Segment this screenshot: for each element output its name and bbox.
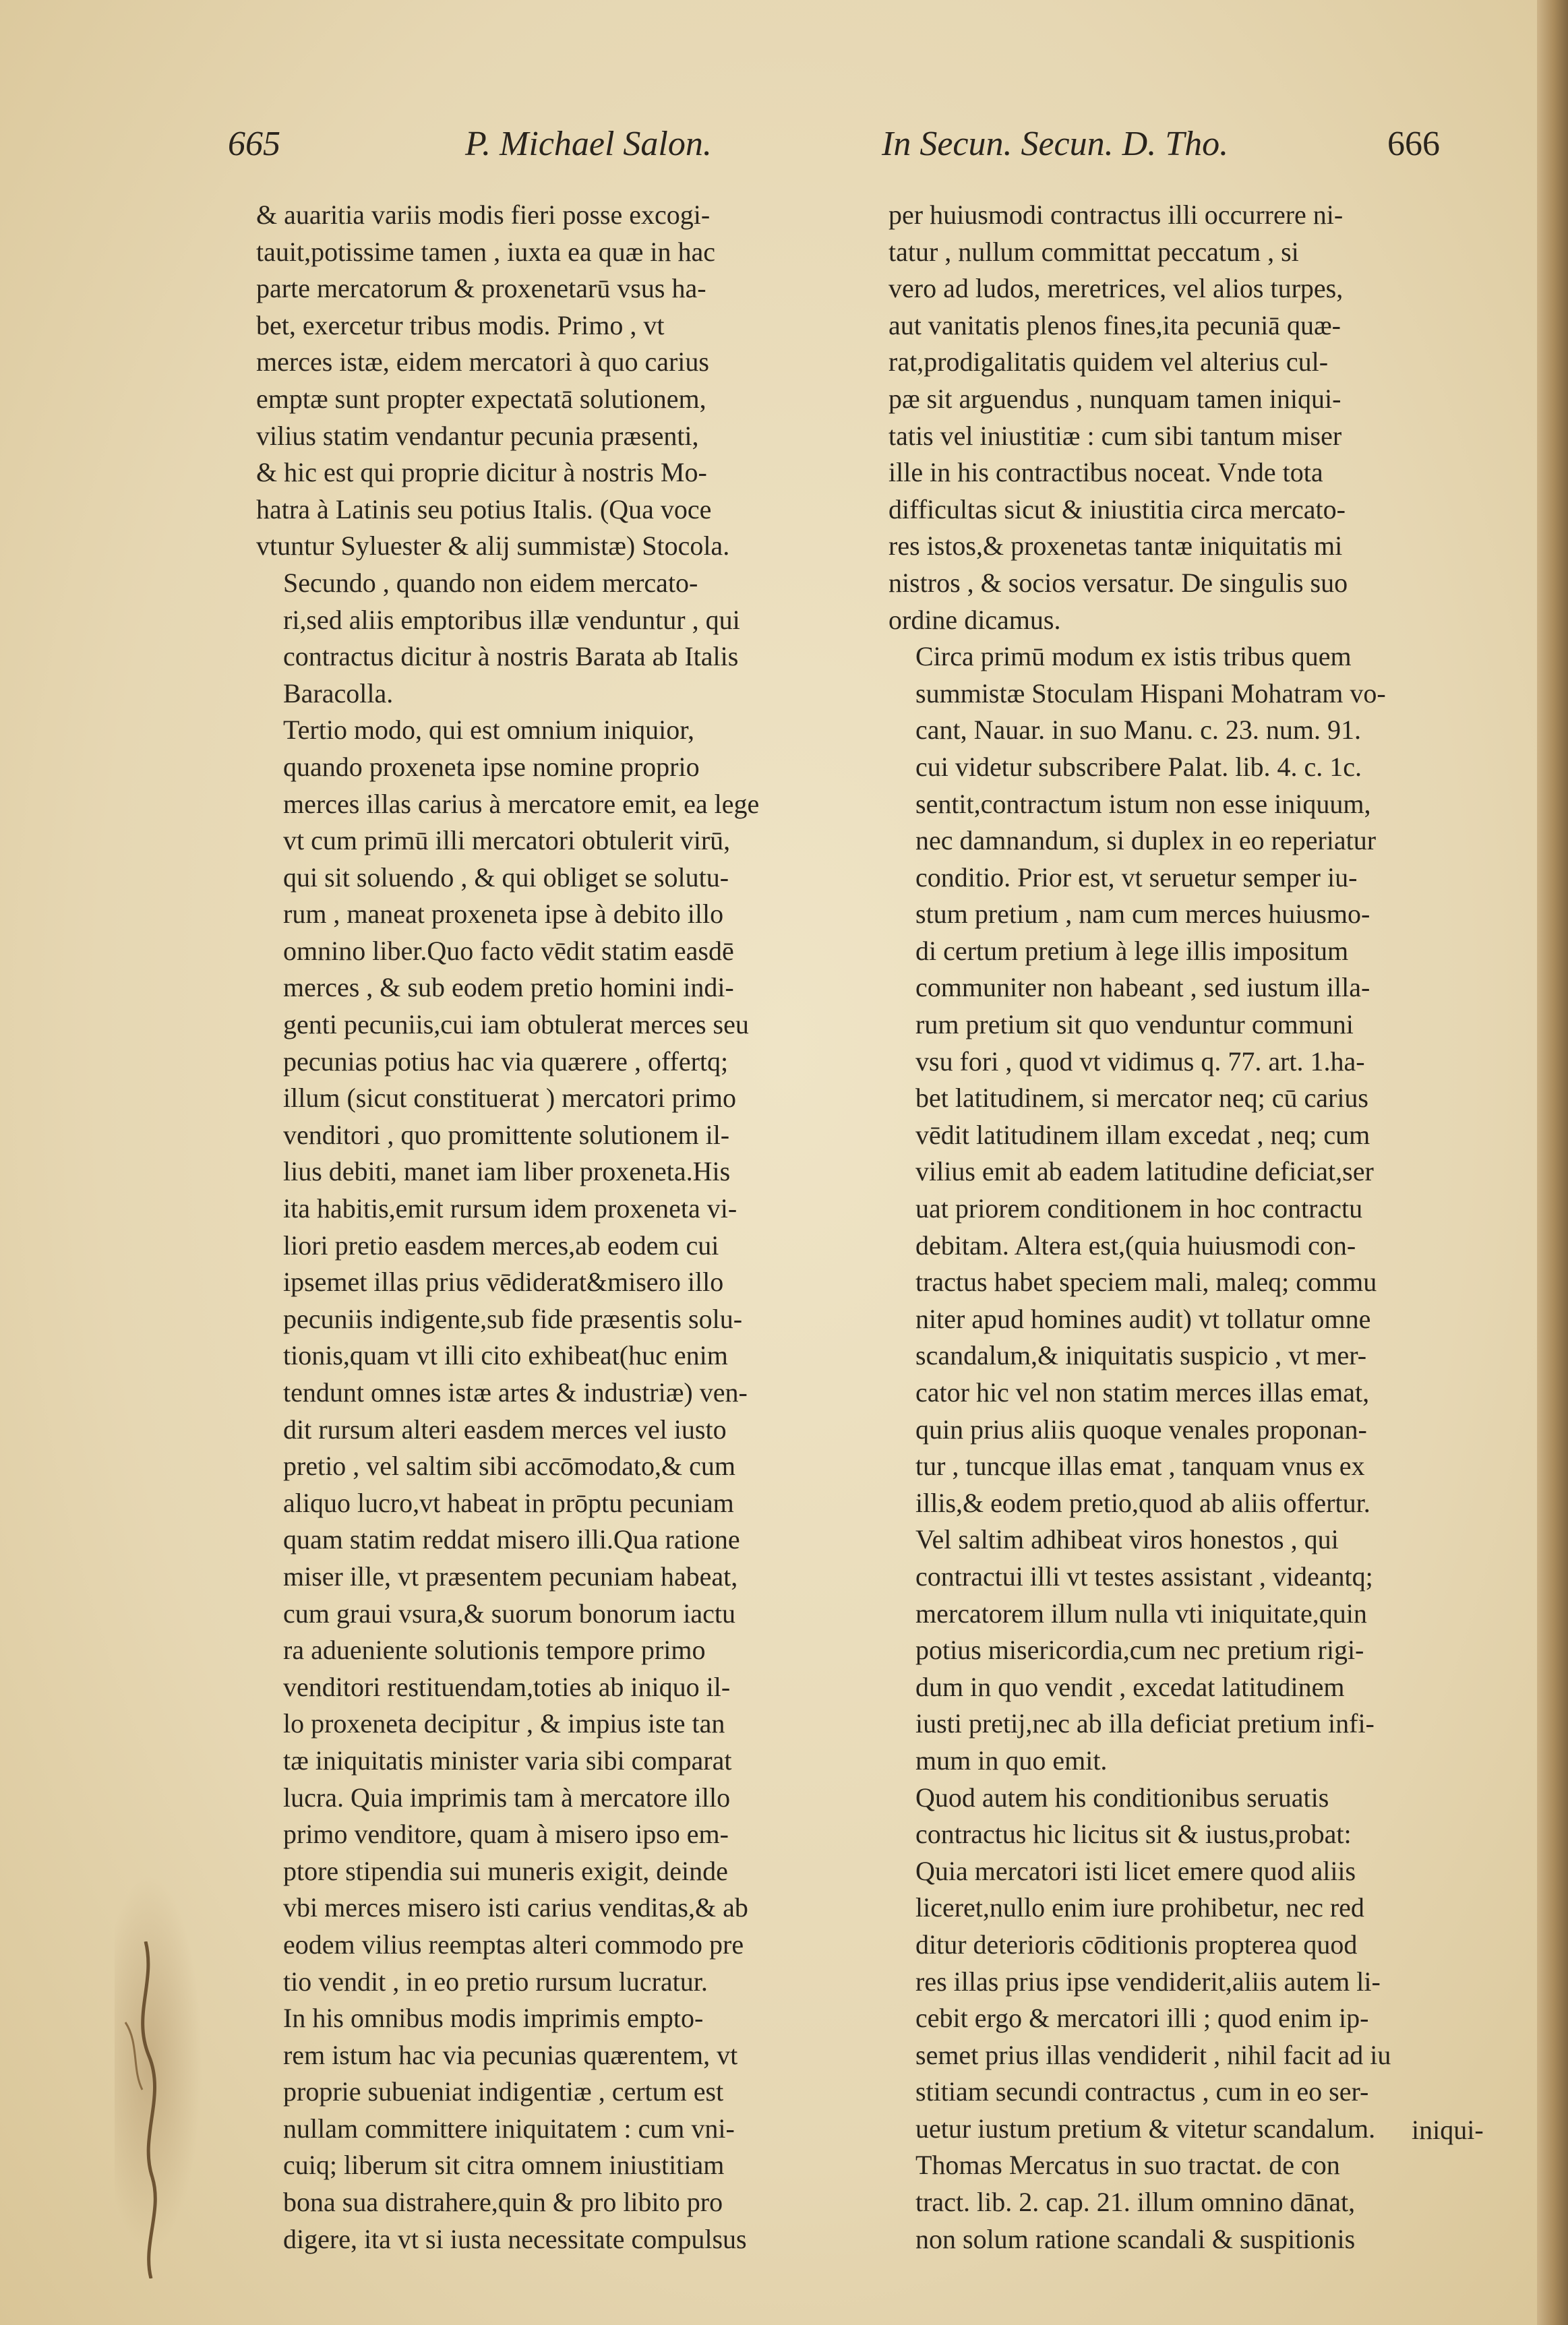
text-line: tract. lib. 2. cap. 21. illum omnino dānat, (915, 2187, 1356, 2218)
text-line: bet, exercetur tribus modis. Primo , vt (256, 309, 665, 340)
text-line: venditori restituendam,toties ab iniquo il- (283, 1671, 731, 1702)
text-line: miser ille, vt præsentem pecuniam habeat, (283, 1561, 738, 1592)
text-line: per huiusmodi contractus illi occurrere ni- (888, 200, 1344, 230)
text-line: res illas prius ipse vendiderit,aliis autem li- (915, 1966, 1381, 1997)
text-line: rem istum hac via pecunias quærentem, vt (283, 2039, 738, 2070)
text-line: pecuniis indigente,sub fide præsentis solu- (283, 1303, 743, 1334)
text-line: & auaritia variis modis fieri posse excogi- (256, 200, 711, 230)
paragraph (888, 1780, 1468, 2148)
text-line: summistæ Stoculam Hispani Mohatram vo- (915, 677, 1386, 708)
text-line: scandalum,& iniquitatis suspicio , vt mer- (915, 1340, 1367, 1371)
text-line: proprie subueniat indigentiæ , certum est (283, 2076, 724, 2107)
text-line: Tertio modo, qui est omnium iniquior, (283, 715, 694, 746)
text-line: quando proxeneta ipse nomine proprio (283, 751, 700, 782)
text-line: contractui illi vt testes assistant , videantq; (915, 1561, 1373, 1592)
text-line: tatur , nullum committat peccatum , si (888, 236, 1299, 267)
text-line: contractus hic licitus sit & iustus,probat: (915, 1819, 1352, 1850)
text-line: bet latitudinem, si mercator neq; cū carius (915, 1083, 1368, 1114)
text-line: iusti pretij,nec ab illa deficiat pretium infi- (915, 1708, 1375, 1739)
text-line: ra adueniente solutionis tempore primo (283, 1635, 706, 1666)
text-line: rum pretium sit quo venduntur communi (915, 1009, 1354, 1040)
text-line: stitiam secundi contractus , cum in eo ser- (915, 2076, 1369, 2107)
text-line: debitam. Altera est,(quia huiusmodi con- (915, 1230, 1356, 1261)
text-line: lo proxeneta decipitur , & impius iste tan (283, 1708, 725, 1739)
text-line: tendunt omnes istæ artes & industriæ) ven- (283, 1377, 748, 1408)
text-line: cator hic vel non statim merces illas emat, (915, 1377, 1370, 1408)
text-line: vbi merces misero isti carius venditas,& ab (283, 1892, 748, 1923)
text-line: rum , maneat proxeneta ipse à debito illo (283, 899, 724, 930)
text-line: Secundo , quando non eidem mercato- (283, 567, 698, 598)
paragraph (256, 565, 836, 712)
paragraph (888, 197, 1468, 638)
text-line: uetur iustum pretium & vitetur scandalum. (915, 2113, 1376, 2144)
text-line: niter apud homines audit) vt tollatur omne (915, 1303, 1371, 1334)
text-line: vilius emit ab eadem latitudine deficiat,ser (915, 1156, 1374, 1187)
text-line: genti pecuniis,cui iam obtulerat merces seu (283, 1009, 749, 1040)
text-line: lius debiti, manet iam liber proxeneta.His (283, 1156, 731, 1187)
text-line: rat,prodigalitatis quidem vel alterius cul- (888, 346, 1329, 378)
text-line: tatis vel iniustitiæ : cum sibi tantum miser (888, 420, 1342, 451)
text-line: ordine dicamus. (888, 604, 1061, 635)
page-number-left: 665 (228, 125, 280, 163)
text-line: communiter non habeant , sed iustum illa- (915, 972, 1370, 1003)
text-line: & hic est qui proprie dicitur à nostris Mo- (256, 457, 707, 488)
text-line: illis,& eodem pretio,quod ab aliis offertur. (915, 1487, 1370, 1518)
text-line: potius misericordia,cum nec pretium rigi- (915, 1635, 1364, 1666)
text-line: primo venditore, quam à misero ipso em- (283, 1819, 729, 1850)
text-column-right (888, 197, 1468, 2258)
text-line: merces istæ, eidem mercatori à quo carius (256, 346, 709, 378)
text-line: cui videtur subscribere Palat. lib. 4. c. 1c. (915, 751, 1362, 782)
paragraph (888, 2147, 1468, 2258)
text-line: vero ad ludos, meretrices, vel alios turpes, (888, 273, 1344, 304)
text-line: ptore stipendia sui muneris exigit, deinde (283, 1855, 728, 1886)
text-line: Circa primū modum ex istis tribus quem (915, 641, 1352, 672)
text-line: nullam committere iniquitatem : cum vni- (283, 2113, 735, 2144)
page-number-right: 666 (1387, 125, 1440, 163)
running-head-author: P. Michael Salon. (465, 125, 712, 163)
text-line: uat priorem conditionem in hoc contractu (915, 1193, 1363, 1224)
text-line: omnino liber.Quo facto vēdit statim easdē (283, 935, 734, 966)
text-line: Baracolla. (283, 677, 394, 708)
text-line: stum pretium , nam cum merces huiusmo- (915, 899, 1370, 930)
running-head-work: In Secun. Secun. D. Tho. (882, 125, 1229, 163)
text-line: mercatorem illum nulla vti iniquitate,quin (915, 1598, 1367, 1629)
text-line: res istos,& proxenetas tantæ iniquitatis mi (888, 531, 1343, 562)
text-line: In his omnibus modis imprimis empto- (283, 2003, 704, 2034)
text-line: cant, Nauar. in suo Manu. c. 23. num. 91. (915, 715, 1361, 746)
paragraph (256, 2000, 836, 2258)
text-line: hatra à Latinis seu potius Italis. (Qua voce (256, 493, 712, 524)
text-line: tractus habet speciem mali, maleq; commu (915, 1267, 1377, 1298)
text-line: cum graui vsura,& suorum bonorum iactu (283, 1598, 735, 1629)
text-line: tur , tuncque illas emat , tanquam vnus ex (915, 1451, 1365, 1482)
text-line: qui sit soluendo , & qui obliget se solutu- (283, 862, 729, 893)
text-line: difficultas sicut & iniustitia circa mercato- (888, 493, 1346, 524)
catchword: iniqui- (1412, 2115, 1484, 2145)
text-line: vtuntur Syluester & alij summistæ) Stocola. (256, 531, 730, 562)
paragraph (256, 197, 836, 565)
text-line: ipsemet illas prius vēdiderat&misero illo (283, 1267, 724, 1298)
text-line: tæ iniquitatis minister varia sibi comparat (283, 1745, 732, 1776)
text-line: merces , & sub eodem pretio homini indi- (283, 972, 734, 1003)
text-line: pæ sit arguendus , nunquam tamen iniqui- (888, 383, 1341, 414)
paragraph (888, 638, 1468, 1779)
text-line: parte mercatorum & proxenetarū vsus ha- (256, 273, 706, 304)
text-line: tio vendit , in eo pretio rursum lucratur. (283, 1966, 708, 1997)
text-line: eodem vilius reemptas alteri commodo pre (283, 1929, 744, 1960)
text-line: ille in his contractibus noceat. Vnde tota (888, 457, 1323, 488)
text-line: vsu fori , quod vt vidimus q. 77. art. 1.ha- (915, 1046, 1365, 1077)
text-line: sentit,contractum istum non esse iniquum, (915, 788, 1371, 819)
text-line: semet prius illas vendiderit , nihil facit ad iu (915, 2039, 1391, 2070)
text-line: Quod autem his conditionibus seruatis (915, 1782, 1329, 1813)
text-line: di certum pretium à lege illis impositum (915, 935, 1349, 966)
text-line: emptæ sunt propter expectatā solutionem, (256, 383, 706, 414)
text-line: contractus dicitur à nostris Barata ab Italis (283, 641, 739, 672)
text-line: tionis,quam vt illi cito exhibeat(huc enim (283, 1340, 728, 1371)
text-line: ita habitis,emit rursum idem proxeneta vi- (283, 1193, 737, 1224)
text-line: Thomas Mercatus in suo tractat. de con (915, 2150, 1340, 2181)
text-line: ri,sed aliis emptoribus illæ venduntur , qui (283, 604, 740, 635)
text-line: nistros , & socios versatur. De singulis suo (888, 567, 1348, 598)
text-line: aut vanitatis plenos fines,ita pecuniā quæ- (888, 309, 1341, 340)
text-line: conditio. Prior est, vt seruetur semper iu- (915, 862, 1358, 893)
text-line: non solum ratione scandali & suspitionis (915, 2223, 1356, 2254)
text-line: vēdit latitudinem illam excedat , neq; cum (915, 1119, 1370, 1150)
text-line: Vel saltim adhibeat viros honestos , qui (915, 1524, 1339, 1555)
text-line: nec damnandum, si duplex in eo reperiatur (915, 825, 1377, 856)
text-line: liceret,nullo enim iure prohibetur, nec red (915, 1892, 1364, 1923)
text-line: quin prius aliis quoque venales proponan- (915, 1414, 1367, 1445)
text-line: liori pretio easdem merces,ab eodem cui (283, 1230, 719, 1261)
page-edge (1537, 0, 1568, 2325)
text-line: merces illas carius à mercatore emit, ea lege (283, 788, 760, 819)
text-line: bona sua distrahere,quin & pro libito pro (283, 2187, 723, 2218)
text-line: quam statim reddat misero illi.Qua ratione (283, 1524, 740, 1555)
paper-tear-mark (119, 1941, 179, 2278)
text-line: vilius statim vendantur pecunia præsenti, (256, 420, 699, 451)
text-line: cuiq; liberum sit citra omnem iniustitiam (283, 2150, 725, 2181)
text-line: illum (sicut constituerat ) mercatori primo (283, 1083, 737, 1114)
text-line: lucra. Quia imprimis tam à mercatore illo (283, 1782, 731, 1813)
text-line: dum in quo vendit , excedat latitudinem (915, 1671, 1345, 1702)
text-line: vt cum primū illi mercatori obtulerit virū, (283, 825, 731, 856)
text-line: ditur deterioris cōditionis propterea quod (915, 1929, 1358, 1960)
text-line: venditori , quo promittente solutionem il- (283, 1119, 730, 1150)
text-line: pecunias potius hac via quærere , offertq; (283, 1046, 729, 1077)
text-line: aliquo lucro,vt habeat in prōptu pecuniam (283, 1487, 734, 1518)
text-line: digere, ita vt si iusta necessitate compulsus (283, 2223, 747, 2254)
text-line: tauit,potissime tamen , iuxta ea quæ in hac (256, 236, 715, 267)
text-line: Quia mercatori isti licet emere quod aliis (915, 1855, 1356, 1886)
paragraph (256, 712, 836, 2000)
text-column-left (256, 197, 836, 2258)
text-line: cebit ergo & mercatori illi ; quod enim ip- (915, 2003, 1369, 2034)
text-line: dit rursum alteri easdem merces vel iusto (283, 1414, 727, 1445)
text-line: pretio , vel saltim sibi accōmodato,& cum (283, 1451, 735, 1482)
text-line: mum in quo emit. (915, 1745, 1108, 1776)
